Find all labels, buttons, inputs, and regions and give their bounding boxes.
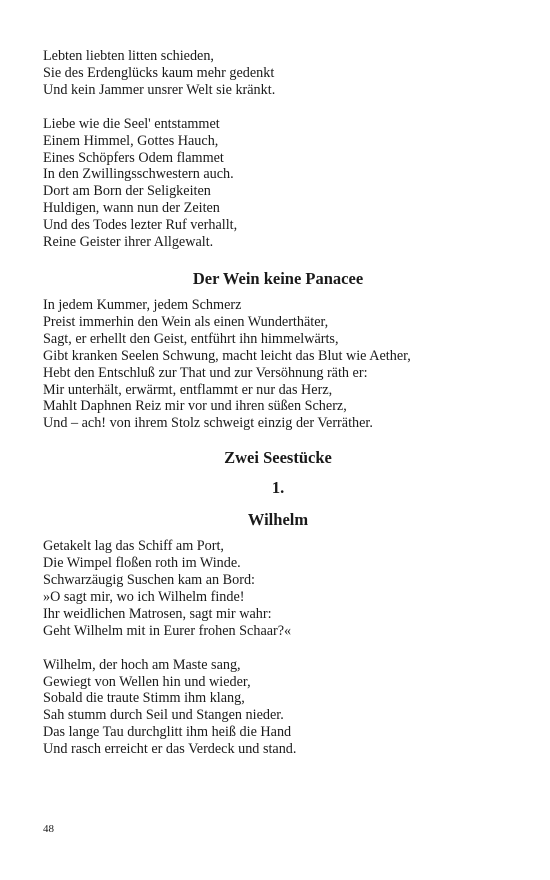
verse-line: Schwarzäugig Suschen kam an Bord: xyxy=(43,572,255,589)
verse-line: Und rasch erreicht er das Verdeck und stand. xyxy=(43,741,297,758)
verse-line: Hebt den Entschluß zur That und zur Versöhnung räth er: xyxy=(43,364,368,381)
verse-line: Und – ach! von ihrem Stolz schweigt einzig der Verräther. xyxy=(43,415,373,432)
verse-line: Gibt kranken Seelen Schwung, macht leicht das Blut wie Aether, xyxy=(43,347,411,364)
page-body xyxy=(43,48,513,758)
section-number: 1. xyxy=(271,478,285,498)
verse-line: Wilhelm, der hoch am Maste sang, xyxy=(43,656,241,673)
verse-line: Und des Todes lezter Ruf verhallt, xyxy=(43,217,238,234)
verse-line: Eines Schöpfers Odem flammet xyxy=(43,149,224,166)
poem-subtitle: Wilhelm xyxy=(247,510,309,530)
verse-line: In jedem Kummer, jedem Schmerz xyxy=(43,296,242,313)
verse-line: Preist immerhin den Wein als einen Wunderthäter, xyxy=(43,313,329,330)
verse-line: In den Zwillingsschwestern auch. xyxy=(43,166,234,183)
verse-line: Sah stumm durch Seil und Stangen nieder. xyxy=(43,707,284,724)
poem3-stanza-b xyxy=(43,657,513,758)
verse-line: Sagt, er erhellt den Geist, entführt ihn himmelwärts, xyxy=(43,330,339,347)
page-number: 48 xyxy=(43,823,54,835)
poem2-stanza xyxy=(43,297,513,432)
poem1-stanza-a xyxy=(43,48,513,99)
verse-line: Sobald die traute Stimm ihm klang, xyxy=(43,690,245,707)
verse-line: Sie des Erdenglücks kaum mehr gedenkt xyxy=(43,64,275,81)
verse-line: Die Wimpel floßen roth im Winde. xyxy=(43,555,241,572)
verse-line: Mahlt Daphnen Reiz mir vor und ihren süßen Scherz, xyxy=(43,398,347,415)
poem1-stanza-b xyxy=(43,116,513,251)
verse-line: Und kein Jammer unsrer Welt sie kränkt. xyxy=(43,81,276,98)
verse-line: Lebten liebten litten schieden, xyxy=(43,48,214,64)
verse-line: Liebe wie die Seel' entstammet xyxy=(43,115,220,132)
poem-title: Zwei Seestücke xyxy=(224,448,332,468)
verse-line: Mir unterhält, erwärmt, entflammt er nur das Herz, xyxy=(43,381,333,398)
verse-line: »O sagt mir, wo ich Wilhelm finde! xyxy=(43,588,245,605)
verse-line: Einem Himmel, Gottes Hauch, xyxy=(43,132,219,149)
verse-line: Huldigen, wann nun der Zeiten xyxy=(43,200,220,217)
verse-line: Getakelt lag das Schiff am Port, xyxy=(43,538,224,555)
verse-line: Geht Wilhelm mit in Eurer frohen Schaar?« xyxy=(43,622,292,639)
poem-title: Der Wein keine Panacee xyxy=(192,268,364,288)
poem3-stanza-a xyxy=(43,538,513,639)
verse-line: Ihr weidlichen Matrosen, sagt mir wahr: xyxy=(43,605,272,622)
verse-line: Dort am Born der Seligkeiten xyxy=(43,183,211,200)
verse-line: Gewiegt von Wellen hin und wieder, xyxy=(43,673,251,690)
verse-line: Reine Geister ihrer Allgewalt. xyxy=(43,234,214,251)
verse-line: Das lange Tau durchglitt ihm heiß die Hand xyxy=(43,724,292,741)
